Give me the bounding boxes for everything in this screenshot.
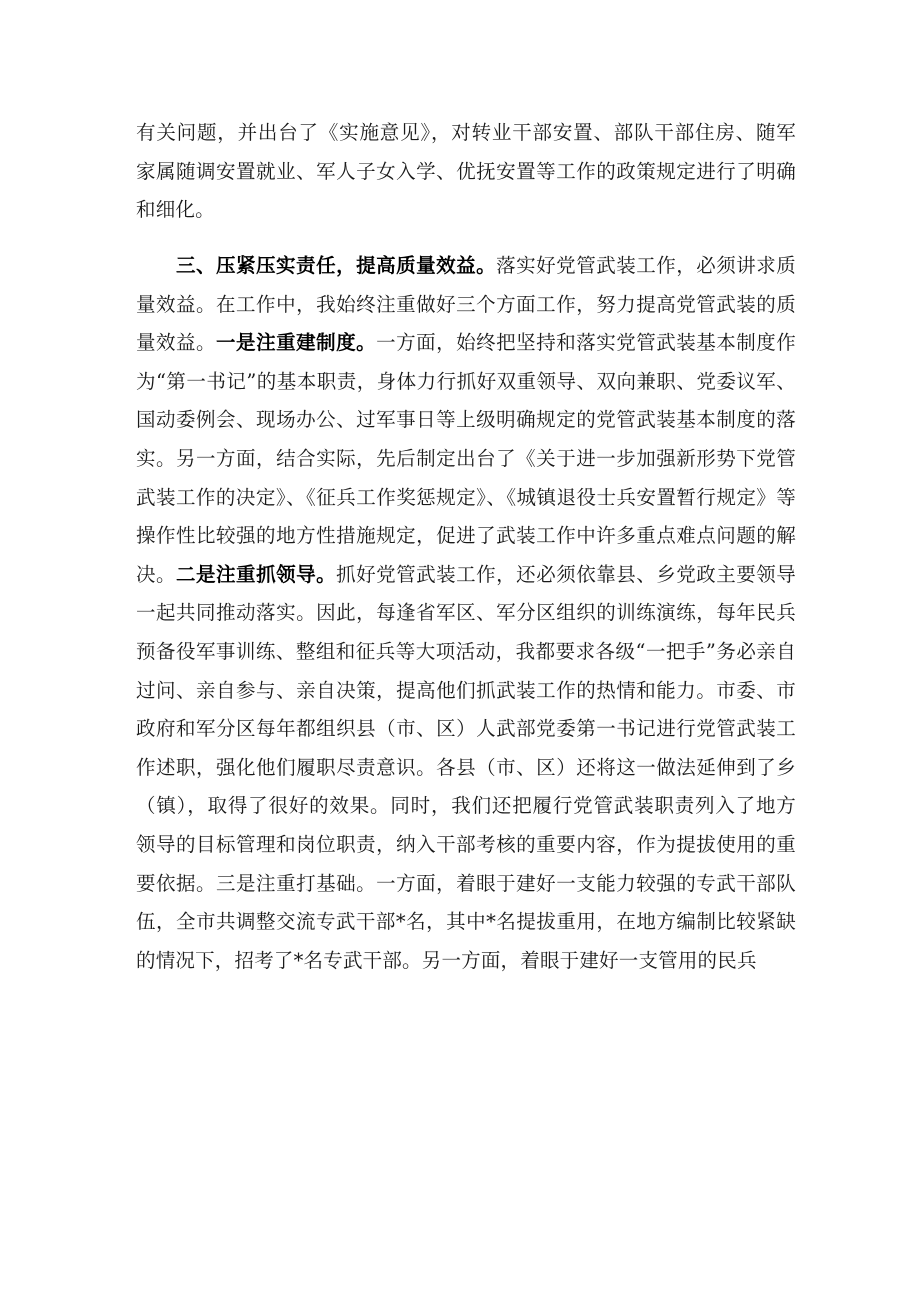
point-2-text: 抓好党管武装工作，还必须依靠县、乡党政主要领导一起共同推动落实。因此，每逢省军区、军分区组织的训练演练，每年民兵预备役军事训练、整组和征兵等大项活动，我都要求各级“一把手”务必亲自过问、亲自参与、亲自决策，提高他们抓武装工作的热情和能力。市委、市政府和军分区每年都组织县（市、区）人武部党委第一书记进行党管武装工作述职，强化他们履职尽责意识。各县（市、区）还将这一做法延伸到了乡（镇），取得了很好的效果。同时，我们还把履行党管武装职责列入了地方领导的目标管理和岗位职责，纳入干部考核的重要内容，作为提拔使用的重要依据。三是注重打基础。一方面，着眼于建好一支能力较强的专武干部队伍，全市共调整交流专武干部*名，其中*名提拔重用，在地方编制比较紧缺的情况下，招考了*名专武干部。另一方面，着眼于建好一支管用的民兵 (136, 562, 796, 972)
point-1-text: 一方面，始终把坚持和落实党管武装基本制度作为“第一书记”的基本职责，身体力行抓好双重领导、双向兼职、党委议军、国动委例会、现场办公、过军事日等上级明确规定的党管武装基本制度的落实。另一方面，结合实际，先后制定出台了《关于进一步加强新形势下党管武装工作的决定》、《征兵工作奖惩规定》、《城镇退役士兵安置暂行规定》等操作性比较强的地方性措施规定，促进了武装工作中许多重点难点问题的解决。 (136, 331, 796, 586)
point-2-title: 二是注重抓领导。 (176, 562, 337, 586)
point-1-title: 一是注重建制度。 (216, 331, 377, 355)
section-intro: 落实好党管武装工作，必须讲求质量效益。在工作中，我始终注重做好三个方面工作，努力提高党管武装的质量效益。 (136, 254, 796, 355)
paragraph-2 (136, 247, 796, 980)
section-heading: 三、压紧压实责任，提高质量效益。 (176, 254, 497, 277)
paragraph-1 (136, 114, 796, 230)
paragraph-1-text: 有关问题，并出台了《实施意见》，对转业干部安置、部队干部住房、随军家属随调安置就业、军人子女入学、优抚安置等工作的政策规定进行了明确和细化。 (136, 121, 796, 222)
